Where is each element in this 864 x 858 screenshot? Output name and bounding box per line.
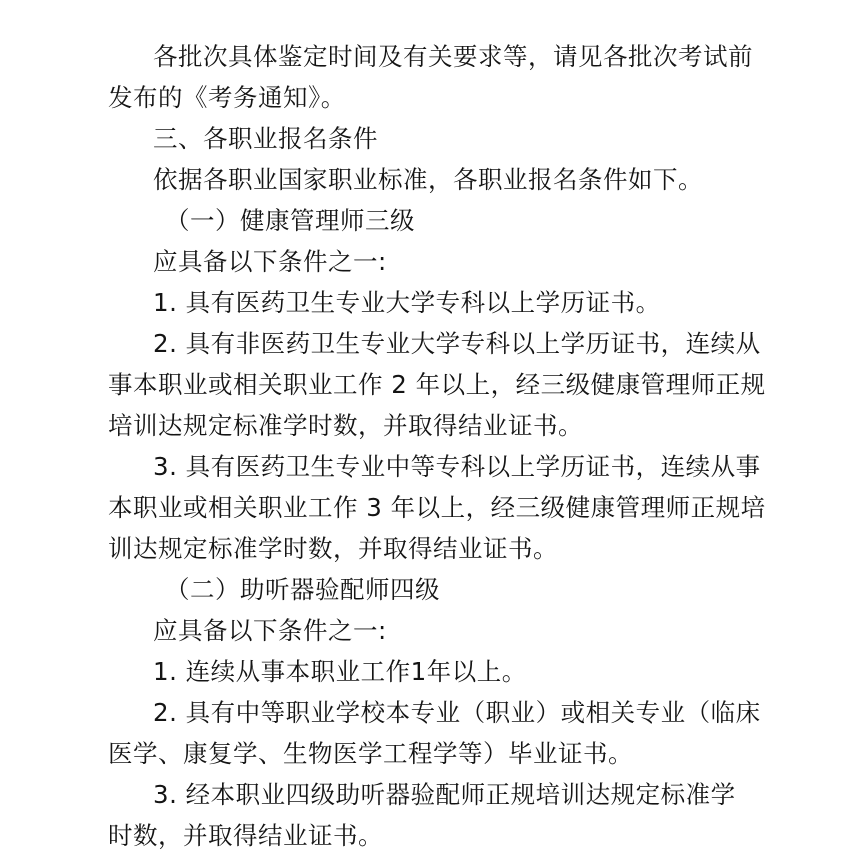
paragraph-line — [0, 816, 864, 856]
subsection-heading — [0, 570, 864, 610]
text-line-20: 时数，并取得结业证书。 — [108, 821, 383, 850]
paragraph-line — [0, 529, 864, 569]
text-line-10: 培训达规定标准学时数，并取得结业证书。 — [108, 411, 583, 440]
paragraph-line — [0, 37, 864, 77]
text-line-11: 3. 具有医药卫生专业中等专科以上学历证书，连续从事 — [153, 452, 761, 481]
list-item — [0, 693, 864, 733]
section-heading-3: 三、各职业报名条件 — [153, 124, 378, 153]
text-line-19: 3. 经本职业四级助听器验配师正规培训达规定标准学 — [153, 780, 736, 809]
list-item — [0, 447, 864, 487]
subsection-heading-hearing-aid: （二）助听器验配师四级 — [165, 575, 440, 604]
text-line-7: 1. 具有医药卫生专业大学专科以上学历证书。 — [153, 288, 661, 317]
text-line-16: 1. 连续从事本职业工作1年以上。 — [153, 657, 527, 686]
list-item — [0, 324, 864, 364]
paragraph-line — [0, 488, 864, 528]
paragraph-line — [0, 406, 864, 446]
text-line-15: 应具备以下条件之一: — [153, 616, 387, 645]
text-line-18: 医学、康复学、生物医学工程学等）毕业证书。 — [108, 739, 633, 768]
list-item — [0, 775, 864, 815]
list-item — [0, 652, 864, 692]
text-line-4: 依据各职业国家职业标准，各职业报名条件如下。 — [153, 165, 703, 194]
paragraph-line — [0, 611, 864, 651]
text-line-17: 2. 具有中等职业学校本专业（职业）或相关专业（临床 — [153, 698, 761, 727]
text-line-1: 各批次具体鉴定时间及有关要求等，请见各批次考试前 — [153, 42, 753, 71]
paragraph-line — [0, 365, 864, 405]
text-line-6: 应具备以下条件之一: — [153, 247, 387, 276]
text-line-13: 训达规定标准学时数，并取得结业证书。 — [108, 534, 558, 563]
paragraph-line — [0, 78, 864, 118]
list-item — [0, 283, 864, 323]
text-line-9: 事本职业或相关职业工作 2 年以上，经三级健康管理师正规 — [108, 370, 766, 399]
subsection-heading — [0, 201, 864, 241]
paragraph-line — [0, 160, 864, 200]
paragraph-line — [0, 242, 864, 282]
text-line-12: 本职业或相关职业工作 3 年以上，经三级健康管理师正规培 — [108, 493, 766, 522]
subsection-heading-health-manager: （一）健康管理师三级 — [165, 206, 415, 235]
paragraph-line — [0, 734, 864, 774]
section-heading — [0, 119, 864, 159]
text-line-2: 发布的《考务通知》。 — [108, 83, 346, 112]
text-line-8: 2. 具有非医药卫生专业大学专科以上学历证书，连续从 — [153, 329, 761, 358]
